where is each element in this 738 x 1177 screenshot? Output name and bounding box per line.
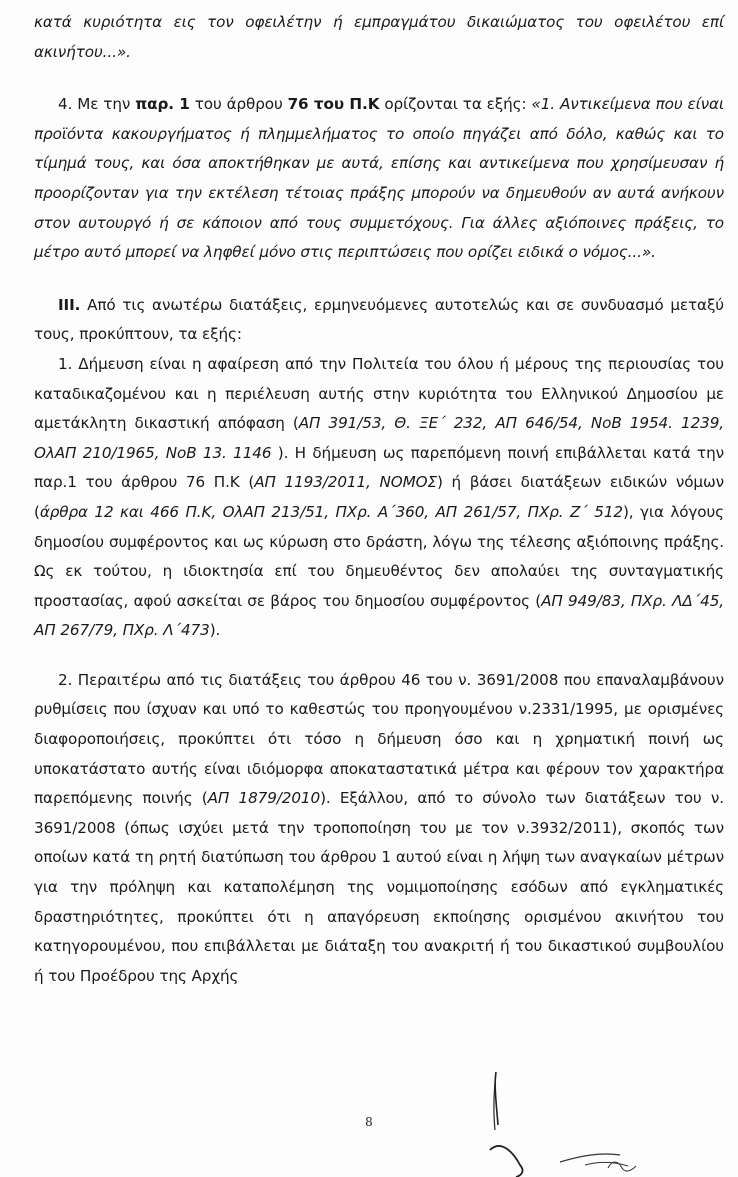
paragraph-text: ), για λόγους δημοσίου συμφέροντος και ως κύρωση στο δράστη, λόγω της τέλεσης αξιόποινης πράξης. Ως εκ τούτου, η ιδιοκτησία επί του δημευθέντος δεν απολαύει της συνταγματικής προστασίας, αφού ασκείται σε βάρος του δημοσίου συμφέροντος (: [34, 502, 724, 610]
case-citation: ΑΠ 1879/2010: [207, 789, 321, 808]
paragraph-text: 2. Περαιτέρω από τις διατάξεις του άρθρου 46 του ν. 3691/2008 που επαναλαμβάνουν ρυθμίσεις που ίσχυαν και υπό το καθεστώς του προηγουμένου ν.2331/1995, με ορισμένες διαφοροποιήσεις, προκύπτει ότι τόσο η δήμευση όσο και η χρηματική ποινή ως υποκατάστατο αυτής είναι ιδιόμορφα αποκαταστατικά μέτρα και φέρουν τον χαρακτήρα παρεπόμενης ποινής (: [34, 670, 724, 808]
case-citation: ΑΠ 391/53, Θ. ΞΕ΄ 232, ΑΠ 646/54, ΝοΒ 1954. 1239, ΟλΑΠ 210/1965, ΝοΒ 13. 1146: [34, 414, 724, 462]
paragraph-text: 4. Με την: [58, 95, 136, 114]
paragraph-section-iii: [34, 291, 724, 350]
paragraph-text: ). Εξάλλου, από το σύνολο των διατάξεων του ν. 3691/2008 (όπως ισχύει μετά την τροποποίηση του με τον ν.3932/2011), σκοπός των οποίων κατά τη ρητή διατύπωση του άρθρου 1 αυτού είναι η λήψη των αναγκαίων μέτρων για την πρόληψη και καταπολέμηση της νομιμοποίησης εσόδων από εγκληματικές δραστηριότητες, προκύπτει ότι η απαγόρευση εκποίησης ορισμένου ακινήτου του κατηγορουμένου, που επιβάλλεται με διάταξη του ανακριτή ή του δικαστικού συμβουλίου ή του Προέδρου της Αρχής: [34, 789, 724, 985]
paragraph-text: ) ή βάσει διατάξεων ειδικών νόμων (: [34, 473, 724, 521]
page-number: 8: [365, 1115, 373, 1129]
section-numeral: III.: [58, 295, 81, 314]
document-body: [34, 8, 724, 991]
paragraph-article-76: [34, 90, 724, 268]
paragraph-text: του άρθρου: [189, 95, 288, 114]
paragraph-quote-end: [34, 8, 724, 67]
paragraph-text: Από τις ανωτέρω διατάξεις, ερμηνευόμενες αυτοτελώς και σε συνδυασμό μεταξύ τους, προκύπτουν, τα εξής:: [34, 295, 724, 344]
paragraph-text: 1. Δήμευση είναι η αφαίρεση από την Πολιτεία του όλου ή μέρους της περιουσίας του καταδικαζομένου και η περιέλευση αυτής στην κυριότητα του Ελληνικού Δημοσίου με αμετάκλητη δικαστική απόφαση (: [34, 354, 724, 433]
bold-reference: 76 του Π.Κ: [287, 95, 380, 114]
paragraph-text: ορίζονται τα εξής:: [379, 95, 532, 114]
paragraph-point-1: [34, 350, 724, 646]
paragraph-text: ). Η δήμευση ως παρεπόμενη ποινή επιβάλλεται κατά την παρ.1 του άρθρου 76 Π.Κ (: [34, 443, 724, 492]
case-citation: άρθρα 12 και 466 Π.Κ, ΟλΑΠ 213/51, ΠΧρ. Α΄360, ΑΠ 261/57, ΠΧρ. Ζ΄ 512: [39, 502, 623, 521]
case-citation: ΑΠ 949/83, ΠΧρ. ΛΔ΄45, ΑΠ 267/79, ΠΧρ. Λ΄473: [34, 591, 725, 640]
case-citation: ΑΠ 1193/2011, ΝΟΜΟΣ: [254, 473, 437, 492]
paragraph-point-2: [34, 666, 724, 992]
paragraph-text: κατά κυριότητα εις τον οφειλέτην ή εμπραγμάτου δικαιώματος του οφειλέτου επί ακινήτου...».: [34, 13, 724, 61]
bold-reference: παρ. 1: [135, 95, 190, 114]
paragraph-text: ).: [209, 621, 221, 640]
quoted-law-text: «1. Αντικείμενα που είναι προϊόντα κακουργήματος ή πλημμελήματος το οποίο πηγάζει από δόλο, καθώς και το τίμημά τους, και όσα αποκτήθηκαν με αυτά, επίσης και αντικείμενα που χρησίμευσαν ή προορίζονταν για την εκτέλεση τέτοιας πράξης μπορούν να δημευθούν αν αυτά ανήκουν στον αυτουργό ή σε κάποιον από τους συμμετόχους. Για άλλες αξιόποινες πράξεις, το μέτρο αυτό μπορεί να ληφθεί μόνο στις περιπτώσεις που ορίζει ειδικά ο νόμος...».: [34, 95, 724, 262]
